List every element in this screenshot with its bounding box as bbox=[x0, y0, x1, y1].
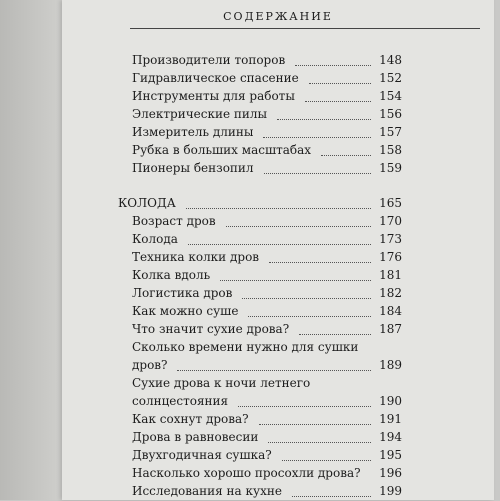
toc-entry-page-number: 189 bbox=[379, 358, 402, 372]
toc-entry-title: Техника колки дров bbox=[132, 250, 260, 264]
toc-entry-title: Насколько хорошо просохли дрова? bbox=[132, 466, 361, 480]
toc-dot-leader bbox=[220, 265, 371, 281]
toc-entry-page-number: 190 bbox=[379, 394, 402, 408]
toc-dot-leader bbox=[282, 445, 371, 461]
toc-entry-page-number: 170 bbox=[379, 214, 402, 228]
page-header-title: СОДЕРЖАНИЕ bbox=[223, 10, 333, 23]
toc-entry-title: Как можно суше bbox=[132, 304, 239, 318]
toc-entry bbox=[132, 463, 402, 483]
toc-dot-leader bbox=[259, 409, 371, 425]
toc-entry-page-number: 176 bbox=[379, 250, 402, 264]
toc-entry-title: Рубка в больших масштабах bbox=[132, 143, 312, 157]
toc-entry bbox=[118, 193, 402, 213]
toc-dot-leader bbox=[269, 247, 371, 263]
toc-dot-leader bbox=[299, 319, 371, 335]
toc-entry bbox=[132, 229, 402, 249]
toc-dot-leader bbox=[177, 355, 371, 371]
toc-entry-page-number: 165 bbox=[379, 196, 402, 210]
toc-entry bbox=[132, 211, 402, 231]
toc-entry bbox=[132, 481, 402, 501]
toc-entry bbox=[132, 247, 402, 267]
toc-dot-leader bbox=[268, 427, 371, 443]
toc-entry-title: Сухие дрова к ночи летнего bbox=[132, 376, 311, 390]
toc-entry-page-number: 196 bbox=[379, 466, 402, 480]
toc-entry bbox=[132, 391, 402, 411]
toc-dot-leader bbox=[292, 481, 371, 497]
toc-entry bbox=[132, 337, 402, 357]
toc-entry-title: Пионеры бензопил bbox=[132, 161, 254, 175]
toc-entry-page-number: 195 bbox=[379, 448, 402, 462]
toc-entry-page-number: 187 bbox=[379, 322, 402, 336]
toc-entry-title: Исследования на кухне bbox=[132, 484, 282, 498]
book-spine-shadow bbox=[0, 0, 62, 500]
toc-entry-page-number: 181 bbox=[379, 268, 402, 282]
toc-entry-page-number: 191 bbox=[379, 412, 402, 426]
toc-entry-page-number: 148 bbox=[379, 53, 402, 67]
toc-entry-title: Колка вдоль bbox=[132, 268, 211, 282]
toc-entry bbox=[132, 445, 402, 465]
toc-entry-title: КОЛОДА bbox=[118, 196, 176, 210]
toc-entry-page-number: 199 bbox=[379, 484, 402, 498]
toc-entry-page-number: 154 bbox=[379, 89, 402, 103]
book-page bbox=[62, 0, 494, 500]
toc-entry-title: Электрические пилы bbox=[132, 107, 268, 121]
toc-entry-title: Инструменты для работы bbox=[132, 89, 295, 103]
toc-entry-title: Измеритель длины bbox=[132, 125, 254, 139]
toc-dot-leader bbox=[248, 301, 371, 317]
toc-entry bbox=[132, 158, 402, 178]
toc-entry-title: Дрова в равновесии bbox=[132, 430, 259, 444]
toc-dot-leader bbox=[238, 391, 371, 407]
toc-dot-leader bbox=[305, 86, 371, 102]
toc-entry bbox=[132, 301, 402, 321]
toc-dot-leader bbox=[277, 104, 371, 120]
toc-dot-leader bbox=[226, 211, 371, 227]
toc-entry-page-number: 157 bbox=[379, 125, 402, 139]
toc-entry-title: Сколько времени нужно для сушки bbox=[132, 340, 359, 354]
toc-entry-title: Логистика дров bbox=[132, 286, 233, 300]
toc-entry bbox=[132, 86, 402, 106]
toc-entry-page-number: 158 bbox=[379, 143, 402, 157]
toc-dot-leader bbox=[263, 122, 371, 138]
toc-entry bbox=[132, 409, 402, 429]
toc-dot-leader bbox=[295, 50, 371, 66]
toc-entry-title: Гидравлическое спасение bbox=[132, 71, 299, 85]
toc-dot-leader bbox=[309, 68, 371, 84]
toc-entry bbox=[132, 319, 402, 339]
toc-entry bbox=[132, 265, 402, 285]
toc-entry-page-number: 184 bbox=[379, 304, 402, 318]
toc-entry bbox=[132, 355, 402, 375]
toc-entry-page-number: 159 bbox=[379, 161, 402, 175]
table-of-contents bbox=[62, 0, 494, 500]
toc-entry-page-number: 173 bbox=[379, 232, 402, 246]
toc-entry-title: Возраст дров bbox=[132, 214, 216, 228]
toc-entry-title: дров? bbox=[132, 358, 168, 372]
toc-dot-leader bbox=[264, 158, 371, 174]
toc-entry-page-number: 182 bbox=[379, 286, 402, 300]
toc-entry bbox=[132, 373, 402, 393]
toc-entry-title: Колода bbox=[132, 232, 178, 246]
toc-entry-title: Производители топоров bbox=[132, 53, 286, 67]
toc-entry bbox=[132, 50, 402, 70]
toc-entry-title: Что значит сухие дрова? bbox=[132, 322, 290, 336]
toc-entry bbox=[132, 427, 402, 447]
toc-entry-page-number: 156 bbox=[379, 107, 402, 121]
toc-dot-leader bbox=[188, 229, 371, 245]
toc-entry bbox=[132, 283, 402, 303]
toc-entry-title: Двухгодичная сушка? bbox=[132, 448, 272, 462]
toc-entry bbox=[132, 140, 402, 160]
toc-entry bbox=[132, 68, 402, 88]
toc-entry-page-number: 194 bbox=[379, 430, 402, 444]
toc-entry-page-number: 152 bbox=[379, 71, 402, 85]
toc-entry bbox=[132, 104, 402, 124]
toc-dot-leader bbox=[242, 283, 371, 299]
toc-entry-title: солнцестояния bbox=[132, 394, 229, 408]
toc-entry bbox=[132, 122, 402, 142]
toc-entry-title: Как сохнут дрова? bbox=[132, 412, 249, 426]
toc-dot-leader bbox=[321, 140, 371, 156]
toc-dot-leader bbox=[186, 193, 371, 209]
